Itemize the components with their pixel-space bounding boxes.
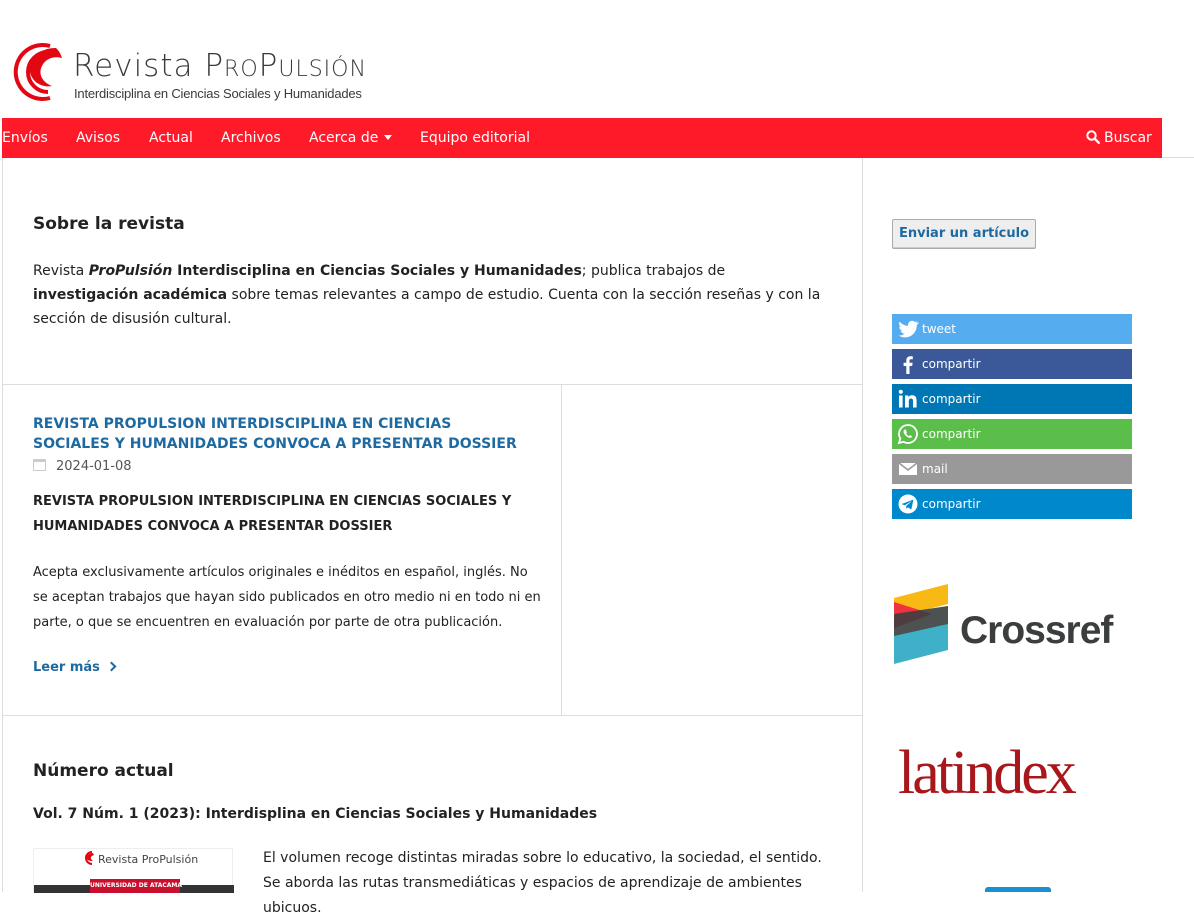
search-link[interactable] — [1086, 118, 1152, 158]
logo-title — [73, 48, 367, 84]
cover-logo-icon — [84, 851, 96, 865]
read-more-link[interactable] — [33, 660, 115, 675]
about-text-part: Revista — [33, 263, 89, 279]
nav-item-equipo-editorial[interactable]: Equipo editorial — [420, 130, 530, 146]
logo-title-word: Revista — [73, 48, 194, 84]
share-label: mail — [922, 462, 948, 476]
issue-title: Vol. 7 Núm. 1 (2023): Interdisplina en Ciencias Sociales y Humanidades — [33, 806, 598, 822]
announcement-title-link[interactable]: REVISTA PROPULSION INTERDISCIPLINA EN CIENCIAS SOCIALES Y HUMANIDADES CONVOCA A PRESENTAR DOSSIER — [33, 416, 517, 452]
main-nav — [2, 118, 1162, 158]
about-text-part: sobre temas relevantes a campo de estudio. Cuenta con la sección reseñas y con la sección de disusión cultural. — [33, 287, 821, 327]
chevron-right-icon — [106, 662, 116, 672]
share-label: compartir — [922, 357, 981, 371]
logo-title-letter: P — [258, 48, 279, 84]
whatsapp-icon — [896, 422, 920, 446]
calendar-icon — [33, 459, 46, 471]
section-divider — [3, 384, 862, 385]
logo-subtitle: Interdisciplina en Ciencias Sociales y Humanidades — [74, 86, 362, 101]
share-telegram-button[interactable] — [892, 489, 1132, 519]
announcement-date — [33, 459, 132, 474]
telegram-icon — [896, 492, 920, 516]
latindex-wordmark: latindex — [898, 739, 1074, 807]
about-text-part: ; publica trabajos de — [581, 263, 726, 279]
header-divider — [1162, 157, 1194, 158]
share-mail-button[interactable] — [892, 454, 1132, 484]
share-linkedin-button[interactable] — [892, 384, 1132, 414]
linkedin-icon — [896, 387, 920, 411]
about-text — [33, 259, 833, 331]
announcement-divider — [561, 384, 562, 715]
share-facebook-button[interactable] — [892, 349, 1132, 379]
announcement-body: Acepta exclusivamente artículos originales e inéditos en español, inglés. No se aceptan trabajos que hayan sido publicados en otro medio ni en todo ni en parte, o que se encuentren en evaluación por parte de otra publicación. — [33, 565, 541, 630]
about-text-bold: Interdisciplina en Ciencias Sociales y Humanidades — [172, 263, 582, 279]
cover-band-label: UNIVERSIDAD DE ATACAMA — [90, 879, 180, 893]
site-header — [0, 0, 1194, 118]
share-twitter-button[interactable] — [892, 314, 1132, 344]
nav-item-archivos[interactable]: Archivos — [221, 130, 281, 146]
nav-item-avisos[interactable]: Avisos — [76, 130, 121, 146]
share-label: compartir — [922, 392, 981, 406]
current-issue-heading: Número actual — [33, 761, 174, 781]
issue-description: El volumen recoge distintas miradas sobre lo educativo, la sociedad, el sentido. Se aborda las rutas transmediáticas y espacios de aprendizaje de ambientes ubicuos. — [263, 850, 822, 916]
mail-icon — [896, 457, 920, 481]
search-icon — [1086, 130, 1100, 144]
read-more-label: Leer más — [33, 660, 100, 675]
journal-name-italic: ProPulsión — [88, 263, 173, 279]
cover-logo-text: Revista ProPulsión — [98, 853, 199, 866]
nav-item-actual[interactable]: Actual — [149, 130, 193, 146]
logo-mark-icon — [16, 42, 72, 100]
crossref-logo[interactable] — [892, 584, 1134, 668]
share-label: compartir — [922, 427, 981, 441]
search-label: Buscar — [1104, 130, 1152, 146]
nav-item-envios[interactable]: Envíos — [2, 130, 48, 146]
crossref-mark-icon — [892, 584, 950, 666]
logo-title-smallcaps: ULSIÓN — [278, 57, 367, 82]
section-divider — [3, 715, 862, 716]
logo-title-smallcaps: RO — [224, 57, 259, 82]
facebook-icon — [896, 352, 920, 376]
submit-article-button[interactable]: Enviar un artículo — [892, 219, 1036, 249]
nav-item-acerca-de[interactable] — [309, 118, 392, 158]
nav-item-acerca-de-label: Acerca de — [309, 130, 379, 146]
about-heading: Sobre la revista — [33, 214, 185, 234]
share-label: tweet — [922, 322, 956, 336]
partial-sidebar-logo — [985, 887, 1051, 892]
twitter-icon — [896, 317, 920, 341]
caret-down-icon — [384, 135, 392, 140]
about-text-bold: investigación académica — [33, 287, 228, 303]
announcement-heading: REVISTA PROPULSION INTERDISCIPLINA EN CIENCIAS SOCIALES Y HUMANIDADES CONVOCA A PRESENTAR DOSSIER — [33, 494, 512, 534]
latindex-logo[interactable] — [898, 738, 1128, 818]
site-logo[interactable] — [16, 42, 396, 104]
logo-title-letter: P — [204, 48, 225, 84]
crossref-wordmark: Crossref — [960, 609, 1113, 652]
share-whatsapp-button[interactable] — [892, 419, 1132, 449]
issue-cover-image[interactable] — [33, 848, 233, 892]
announcement-date-value: 2024-01-08 — [56, 459, 132, 474]
share-label: compartir — [922, 497, 981, 511]
main-content — [2, 158, 863, 916]
